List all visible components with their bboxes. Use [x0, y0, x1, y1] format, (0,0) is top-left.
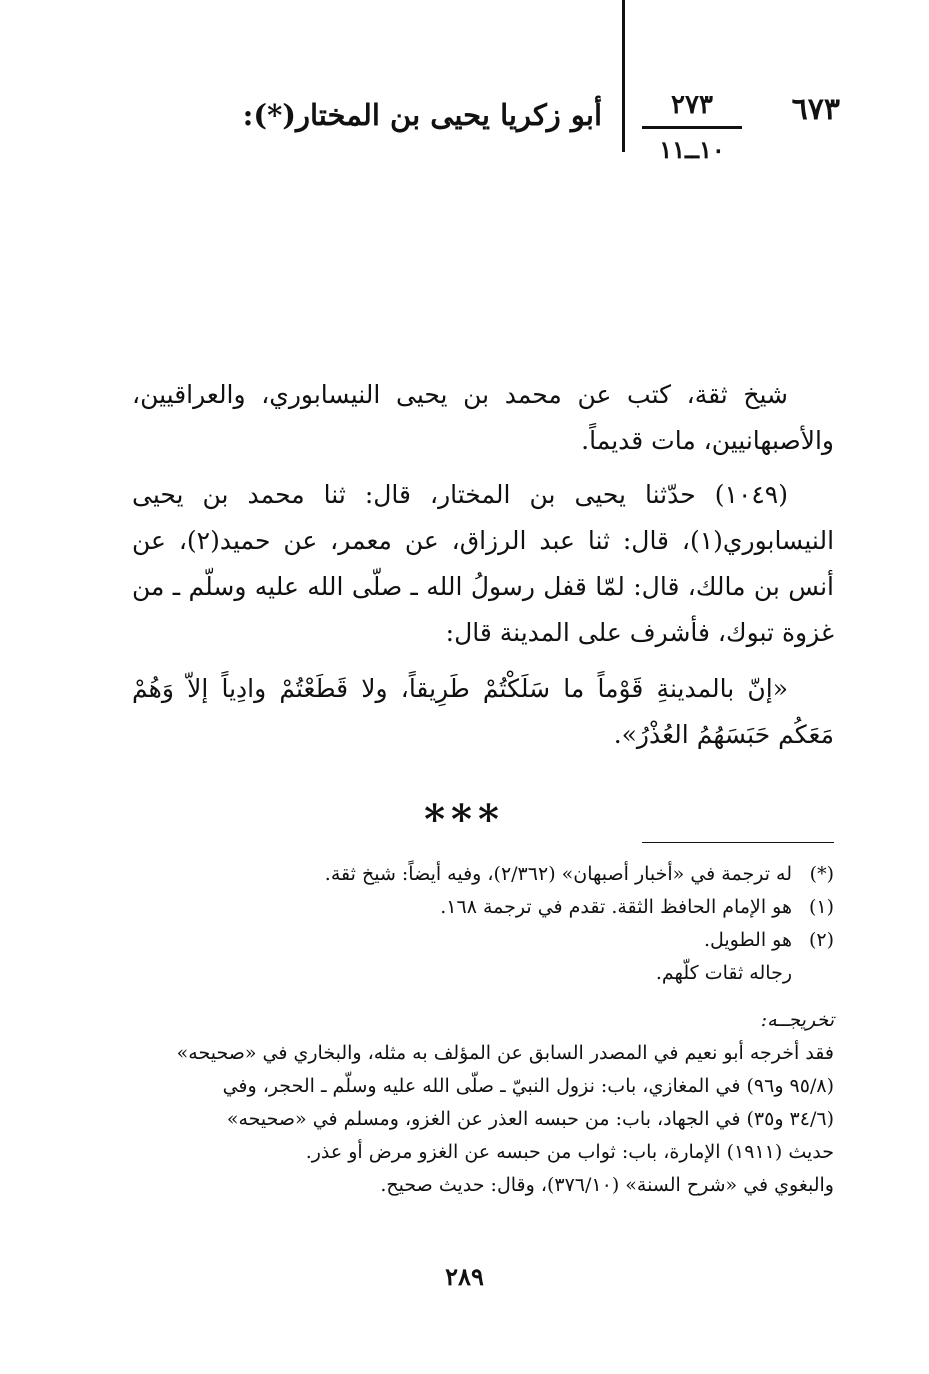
footnote-marker: (*)	[809, 863, 834, 885]
entry-number: ٦٧٣	[791, 92, 840, 127]
footnote-text: له ترجمة في «أخبار أصبهان» (٢/٣٦٢)، وفيه أيضاً: شيخ ثقة.	[324, 863, 792, 885]
hadith-text: «إنّ بالمدينةِ قَوْماً ما سَلَكْتُمْ طَرِيقاً، ولا قَطَعْتُمْ وادِياً إلاّ وَهُمْ مَعَكُم حَبَسَهُمُ العُذْرُ».	[132, 674, 834, 749]
fraction-bar	[642, 126, 742, 129]
fraction-bottom: ١٠ــ١١	[659, 135, 725, 164]
fraction-top: ٢٧٣	[671, 90, 713, 120]
footnote-marker: (١)	[808, 896, 834, 918]
main-text	[132, 372, 834, 766]
footnotes	[132, 858, 834, 1202]
footnote-marker: (٢)	[808, 929, 834, 951]
isnad-paragraph: (١٠٤٩) حدّثنا يحيى بن المختار، قال: ثنا محمد بن يحيى النيسابوري(١)، قال: ثنا عبد الرزاق، عن معمر، عن حميد(٢)، عن أنس بن مالك، قال: لمّا قفل رسولُ الله ـ صلّى الله عليه وسلّم ـ من غزوة تبوك، فأشرف على المدينة قال:	[132, 480, 835, 647]
takhrij-line: (٩٥/٨ و٩٦) في المغازي، باب: نزول النبيّ ـ صلّى الله عليه وسلّم ـ الحجر، وفي	[222, 1075, 834, 1097]
section-separator: ***	[424, 796, 505, 843]
narrators-note: رجاله ثقات كلّهم.	[655, 962, 792, 984]
footnote-item	[132, 891, 834, 924]
header-divider	[622, 0, 625, 152]
footnote-item	[132, 858, 834, 891]
footnote-rule	[642, 842, 834, 843]
biography-paragraph: شيخ ثقة، كتب عن محمد بن يحيى النيسابوري، والعراقيين، والأصبهانيين، مات قديماً.	[132, 380, 834, 455]
footnote-item	[132, 924, 834, 957]
takhrij-line: والبغوي في «شرح السنة» (٣٧٦/١٠)، وقال: حديث صحيح.	[380, 1174, 834, 1196]
takhrij-text	[132, 1037, 834, 1202]
page-number: ٢٨٩	[445, 1262, 484, 1291]
reference-fraction	[642, 88, 742, 165]
takhrij-heading: تخريجــه:	[760, 1009, 834, 1031]
footnote-text: هو الطويل.	[703, 929, 792, 951]
entry-title: أبو زكريا يحيى بن المختار(*):	[242, 98, 602, 132]
takhrij-line: حديث (١٩١١) الإمارة، باب: ثواب من حبسه عن الغزو مرض أو عذر.	[305, 1141, 834, 1163]
takhrij-line: (٣٤/٦ و٣٥) في الجهاد، باب: من حبسه العذر عن الغزو، ومسلم في «صحيحه»	[226, 1108, 834, 1130]
footnote-text: هو الإمام الحافظ الثقة. تقدم في ترجمة ١٦٨.	[440, 896, 792, 918]
takhrij-line: فقد أخرجه أبو نعيم في المصدر السابق عن المؤلف به مثله، والبخاري في «صحيحه»	[176, 1042, 834, 1064]
